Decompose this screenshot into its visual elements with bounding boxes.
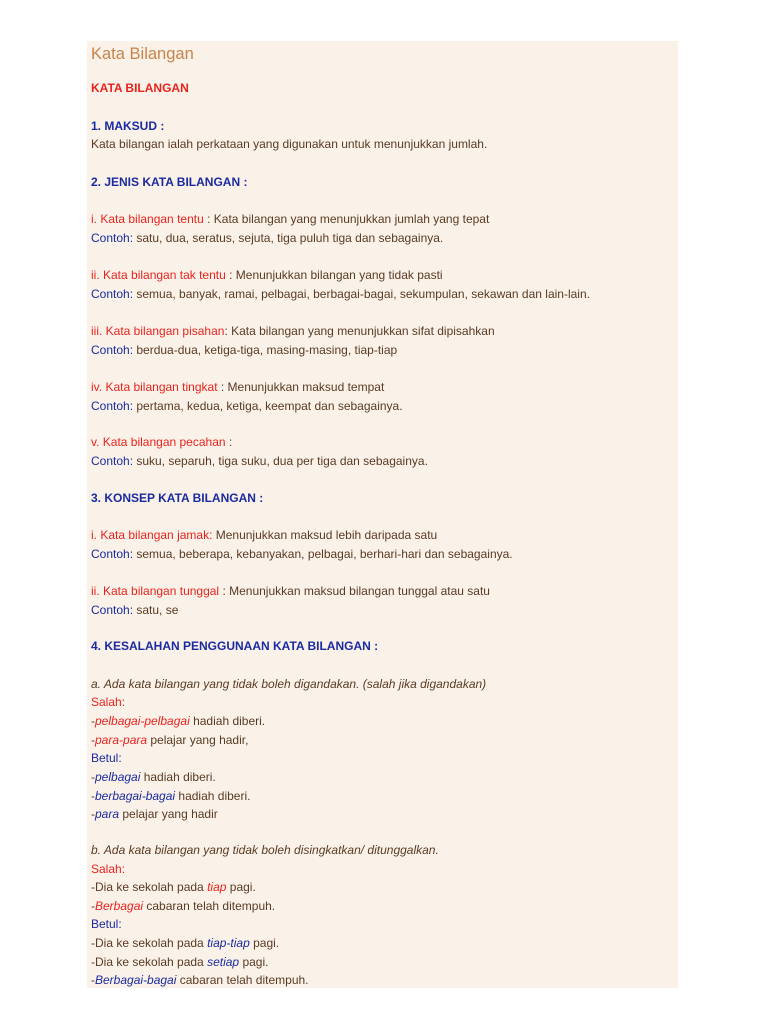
salah-example (91, 878, 256, 897)
correct-term: berbagai-bagai (95, 789, 176, 803)
wrong-term: pelbagai-pelbagai (95, 714, 190, 728)
example-label: Contoh: (91, 287, 134, 301)
example-label: Contoh: (91, 603, 134, 617)
definition: Menunjukkan maksud lebih daripada satu (212, 528, 438, 542)
prefix: - (91, 733, 95, 747)
section-heading: KATA BILANGAN (91, 81, 189, 95)
salah-label: Salah: (91, 862, 126, 876)
konsep-item-2 (91, 582, 490, 601)
betul-example (91, 805, 218, 824)
suffix: hadiah diberi. (189, 714, 266, 728)
example-label: Contoh: (91, 454, 134, 468)
page-title: Kata Bilangan (91, 45, 194, 63)
wrong-term: tiap (207, 880, 227, 894)
prefix: - (91, 714, 95, 728)
salah-example (91, 731, 248, 750)
term: v. Kata bilangan pecahan (91, 435, 226, 449)
definition: : Menunjukkan maksud tempat (217, 380, 385, 394)
prefix: - (91, 973, 95, 987)
maksud-text: Kata bilangan ialah perkataan yang digunakan untuk menunjukkan jumlah. (91, 137, 488, 151)
correct-term: setiap (207, 955, 240, 969)
maksud-heading: 1. MAKSUD : (91, 119, 165, 133)
document-page (87, 41, 678, 988)
definition: : Menunjukkan maksud bilangan tunggal atau satu (219, 584, 490, 598)
salah-example (91, 712, 265, 731)
suffix: pagi. (226, 880, 256, 894)
term: ii. Kata bilangan tak tentu (91, 268, 226, 282)
wrong-term: Berbagai (95, 899, 144, 913)
example-text: pertama, kedua, ketiga, keempat dan sebagainya. (133, 399, 403, 413)
prefix: -Dia ke sekolah pada (91, 880, 208, 894)
example-text: satu, se (133, 603, 179, 617)
correct-term: para (95, 807, 120, 821)
jenis-example-3 (91, 341, 397, 360)
term: i. Kata bilangan tentu (91, 212, 204, 226)
suffix: pelajar yang hadir (119, 807, 218, 821)
correct-term: pelbagai (95, 770, 141, 784)
suffix: hadiah diberi. (140, 770, 216, 784)
suffix: cabaran telah ditempuh. (176, 973, 309, 987)
term: iii. Kata bilangan pisahan (91, 324, 225, 338)
prefix: - (91, 807, 95, 821)
example-label: Contoh: (91, 343, 134, 357)
suffix: pagi. (239, 955, 269, 969)
example-text: semua, banyak, ramai, pelbagai, berbagai-bagai, sekumpulan, sekawan dan lain-lain. (133, 287, 590, 301)
betul-example (91, 787, 250, 806)
betul-example (91, 953, 268, 972)
term: i. Kata bilangan jamak: (91, 528, 213, 542)
jenis-example-1 (91, 229, 443, 248)
example-label: Contoh: (91, 231, 134, 245)
konsep-example-2 (91, 601, 178, 620)
suffix: hadiah diberi. (175, 789, 251, 803)
betul-label: Betul: (91, 917, 122, 931)
example-text: satu, dua, seratus, sejuta, tiga puluh tiga dan sebagainya. (133, 231, 444, 245)
suffix: cabaran telah ditempuh. (143, 899, 276, 913)
salah-label: Salah: (91, 695, 126, 709)
jenis-example-5 (91, 452, 428, 471)
definition: : Menunjukkan bilangan yang tidak pasti (225, 268, 443, 282)
jenis-example-4 (91, 397, 403, 416)
term: ii. Kata bilangan tunggal (91, 584, 220, 598)
kesalahan-heading: 4. KESALAHAN PENGGUNAAN KATA BILANGAN : (91, 639, 379, 653)
term: iv. Kata bilangan tingkat (91, 380, 218, 394)
jenis-item-3 (91, 322, 495, 341)
suffix: pagi. (249, 936, 280, 950)
konsep-example-1 (91, 545, 513, 564)
example-text: berdua-dua, ketiga-tiga, masing-masing, tiap-tiap (133, 343, 398, 357)
definition: : (225, 435, 233, 449)
konsep-heading: 3. KONSEP KATA BILANGAN : (91, 491, 264, 505)
jenis-item-5 (91, 433, 232, 452)
jenis-heading: 2. JENIS KATA BILANGAN : (91, 175, 248, 189)
betul-example (91, 768, 216, 787)
jenis-example-2 (91, 285, 590, 304)
betul-example (91, 934, 279, 953)
example-label: Contoh: (91, 547, 134, 561)
betul-label: Betul: (91, 751, 122, 765)
betul-example (91, 971, 309, 990)
definition: : Kata bilangan yang menunjukkan sifat dipisahkan (224, 324, 495, 338)
prefix: -Dia ke sekolah pada (91, 955, 208, 969)
suffix: pelajar yang hadir, (147, 733, 249, 747)
wrong-term: para-para (95, 733, 148, 747)
jenis-item-4 (91, 378, 384, 397)
salah-example (91, 897, 275, 916)
correct-term: Berbagai-bagai (95, 973, 177, 987)
prefix: -Dia ke sekolah pada (91, 936, 208, 950)
jenis-item-1 (91, 210, 489, 229)
prefix: - (91, 770, 95, 784)
example-text: suku, separuh, tiga suku, dua per tiga dan sebagainya. (133, 454, 428, 468)
correct-term: tiap-tiap (207, 936, 250, 950)
konsep-item-1 (91, 526, 437, 545)
kesalahan-a-intro: a. Ada kata bilangan yang tidak boleh digandakan. (salah jika digandakan) (91, 677, 487, 691)
prefix: - (91, 899, 95, 913)
jenis-item-2 (91, 266, 443, 285)
example-text: semua, beberapa, kebanyakan, pelbagai, berhari-hari dan sebagainya. (133, 547, 513, 561)
example-label: Contoh: (91, 399, 134, 413)
definition: : Kata bilangan yang menunjukkan jumlah yang tepat (203, 212, 490, 226)
kesalahan-b-intro: b. Ada kata bilangan yang tidak boleh disingkatkan/ ditunggalkan. (91, 843, 439, 857)
prefix: - (91, 789, 95, 803)
